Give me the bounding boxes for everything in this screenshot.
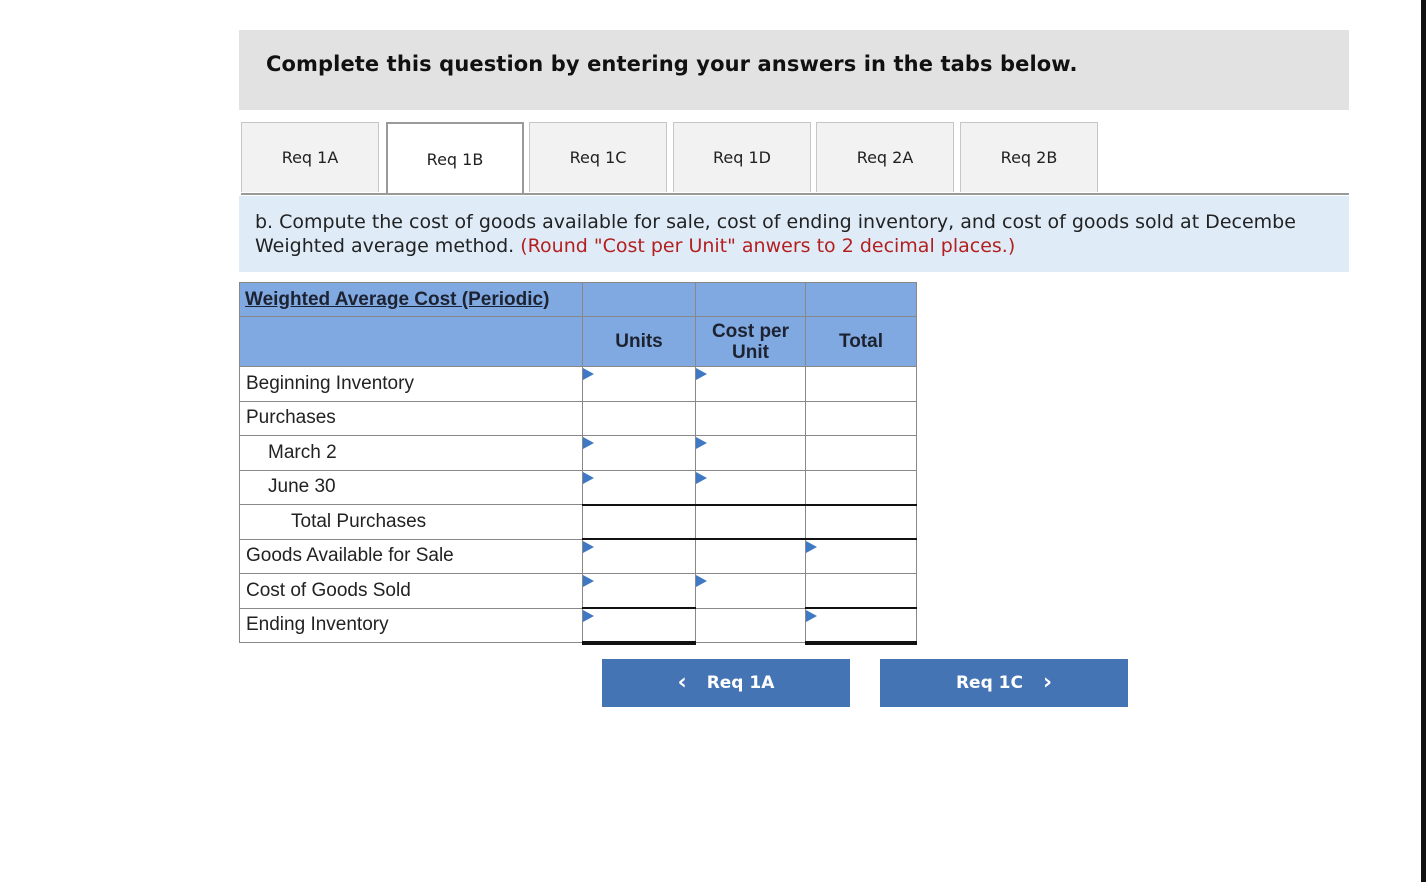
- units-field[interactable]: [583, 407, 695, 429]
- column-header-total: Total: [806, 317, 917, 367]
- units-input[interactable]: [583, 574, 696, 609]
- window-edge: [1421, 0, 1426, 882]
- dropdown-marker-icon: [696, 472, 707, 484]
- total-field[interactable]: [806, 614, 916, 636]
- units-field[interactable]: [583, 476, 695, 498]
- column-header-line: Cost per: [711, 320, 790, 342]
- header-title: Complete this question by entering your answers in the tabs below.: [266, 52, 1078, 76]
- units-field[interactable]: [583, 580, 695, 602]
- prev-req-label: Req 1A: [706, 673, 775, 693]
- row-label: March 2: [240, 436, 583, 471]
- units-input[interactable]: [583, 470, 696, 505]
- units-field[interactable]: [583, 511, 695, 533]
- cost-per-unit-input[interactable]: [696, 574, 806, 609]
- dropdown-marker-icon: [583, 610, 594, 622]
- prev-req-button[interactable]: [602, 659, 850, 707]
- units-input[interactable]: [583, 608, 696, 643]
- cost-per-unit-field[interactable]: [696, 373, 805, 395]
- cost-per-unit-input[interactable]: [696, 367, 806, 402]
- dropdown-marker-icon: [583, 437, 594, 449]
- table-row: [240, 539, 917, 574]
- total-input[interactable]: [806, 505, 917, 540]
- tab-label: Req 1A: [281, 148, 339, 167]
- cost-per-unit-input[interactable]: [696, 505, 806, 540]
- tab-req-1d[interactable]: [673, 122, 811, 192]
- tab-label: Req 1D: [713, 148, 771, 167]
- total-input[interactable]: [806, 367, 917, 402]
- units-input[interactable]: [583, 401, 696, 436]
- dropdown-marker-icon: [583, 575, 594, 587]
- units-field[interactable]: [583, 614, 695, 636]
- total-field[interactable]: [806, 511, 916, 533]
- cost-per-unit-field[interactable]: [696, 476, 805, 498]
- cost-per-unit-input[interactable]: [696, 436, 806, 471]
- tab-req-2b[interactable]: [960, 122, 1098, 192]
- question-instructions: [239, 196, 1349, 272]
- table-row: [240, 470, 917, 505]
- row-label: Ending Inventory: [240, 608, 583, 643]
- cost-per-unit-field[interactable]: [696, 614, 805, 636]
- cost-per-unit-input[interactable]: [696, 608, 806, 643]
- tab-label: Req 1B: [426, 150, 484, 169]
- dropdown-marker-icon: [583, 541, 594, 553]
- cost-per-unit-input[interactable]: [696, 401, 806, 436]
- tab-req-2a[interactable]: [816, 122, 954, 192]
- dropdown-marker-icon: [696, 437, 707, 449]
- instruction-line-1: b. Compute the cost of goods available for sale, cost of ending inventory, and cost of goods sold at Decembe: [255, 211, 1296, 233]
- table-row: [240, 401, 917, 436]
- header-spacer: [583, 283, 696, 317]
- table-row: [240, 436, 917, 471]
- dropdown-marker-icon: [583, 368, 594, 380]
- dropdown-marker-icon: [696, 368, 707, 380]
- tab-req-1a[interactable]: [241, 122, 379, 192]
- table-row: [240, 505, 917, 540]
- total-input[interactable]: [806, 401, 917, 436]
- dropdown-marker-icon: [806, 610, 817, 622]
- header-spacer: [806, 283, 917, 317]
- row-label: Beginning Inventory: [240, 367, 583, 402]
- column-header-units: Units: [583, 317, 696, 367]
- units-input[interactable]: [583, 505, 696, 540]
- table-title: Weighted Average Cost (Periodic): [240, 283, 583, 317]
- dropdown-marker-icon: [583, 472, 594, 484]
- weighted-average-table: [239, 282, 917, 645]
- units-field[interactable]: [583, 373, 695, 395]
- rounding-note: (Round "Cost per Unit" anwers to 2 decimal places.): [520, 235, 1016, 257]
- cost-per-unit-field[interactable]: [696, 442, 805, 464]
- total-input[interactable]: [806, 574, 917, 609]
- cost-per-unit-field[interactable]: [696, 511, 805, 533]
- table-row: [240, 608, 917, 643]
- row-label: Purchases: [240, 401, 583, 436]
- header-spacer: [240, 317, 583, 367]
- dropdown-marker-icon: [806, 541, 817, 553]
- total-field[interactable]: [806, 546, 916, 568]
- total-input[interactable]: [806, 470, 917, 505]
- instructions-header: [239, 30, 1349, 110]
- units-field[interactable]: [583, 546, 695, 568]
- cost-per-unit-input[interactable]: [696, 539, 806, 574]
- tab-req-1c[interactable]: [529, 122, 667, 192]
- total-field[interactable]: [806, 407, 916, 429]
- instruction-method: Weighted average method.: [255, 235, 515, 257]
- units-field[interactable]: [583, 442, 695, 464]
- dropdown-marker-icon: [696, 575, 707, 587]
- header-spacer: [696, 283, 806, 317]
- row-label: June 30: [240, 470, 583, 505]
- cost-per-unit-field[interactable]: [696, 546, 805, 568]
- cost-per-unit-field[interactable]: [696, 407, 805, 429]
- units-input[interactable]: [583, 436, 696, 471]
- chevron-right-icon: ›: [1042, 670, 1053, 695]
- total-input[interactable]: [806, 539, 917, 574]
- row-label: Total Purchases: [240, 505, 583, 540]
- tab-label: Req 1C: [569, 148, 627, 167]
- total-input[interactable]: [806, 436, 917, 471]
- table-row: [240, 367, 917, 402]
- tab-label: Req 2B: [1000, 148, 1058, 167]
- total-input[interactable]: [806, 608, 917, 643]
- chevron-left-icon: ‹: [677, 670, 687, 695]
- row-label: Goods Available for Sale: [240, 539, 583, 574]
- total-field[interactable]: [806, 442, 916, 464]
- column-header-cost-per-unit: [696, 317, 806, 367]
- total-field[interactable]: [806, 373, 916, 395]
- column-header-line: Unit: [732, 341, 769, 363]
- next-req-label: Req 1C: [955, 673, 1023, 693]
- row-label: Cost of Goods Sold: [240, 574, 583, 609]
- tab-label: Req 2A: [856, 148, 914, 167]
- tab-divider: [241, 193, 1349, 195]
- table-row: [240, 574, 917, 609]
- units-input[interactable]: [583, 539, 696, 574]
- units-input[interactable]: [583, 367, 696, 402]
- cost-per-unit-input[interactable]: [696, 470, 806, 505]
- instruction-line-2: [255, 235, 1015, 257]
- total-field[interactable]: [806, 580, 916, 602]
- tab-req-1b[interactable]: [386, 122, 524, 195]
- cost-per-unit-field[interactable]: [696, 580, 805, 602]
- next-req-button[interactable]: [880, 659, 1128, 707]
- total-field[interactable]: [806, 476, 916, 498]
